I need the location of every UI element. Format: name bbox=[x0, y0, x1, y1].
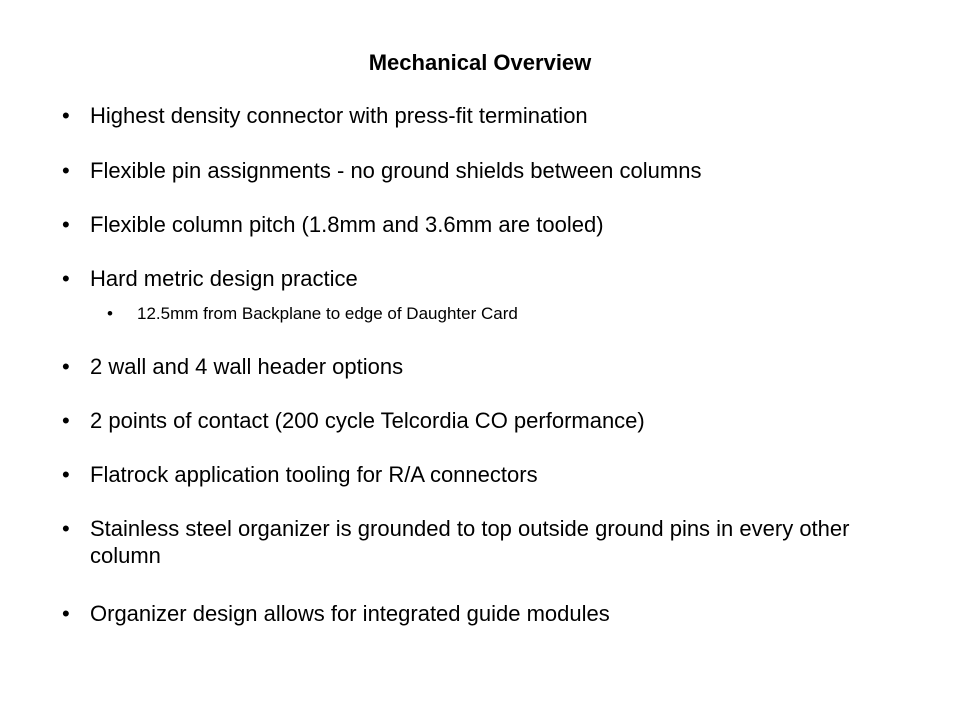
bullet-text: 2 wall and 4 wall header options bbox=[90, 354, 404, 379]
bullet-dot: • bbox=[62, 158, 70, 183]
bullet-dot: • bbox=[62, 408, 70, 433]
bullet-dot: • bbox=[62, 266, 70, 291]
bullet-item bbox=[62, 211, 882, 238]
slide-title: Mechanical Overview bbox=[368, 50, 592, 75]
bullet-dot: • bbox=[107, 304, 113, 323]
bullet-dot: • bbox=[62, 354, 70, 379]
bullet-item bbox=[62, 461, 882, 488]
sub-bullet-text: 12.5mm from Backplane to edge of Daughter Card bbox=[137, 304, 518, 323]
bullet-text: Organizer design allows for integrated guide modules bbox=[90, 601, 610, 626]
bullet-item bbox=[62, 600, 882, 627]
bullet-item bbox=[62, 353, 882, 380]
bullet-dot: • bbox=[62, 462, 70, 487]
bullet-dot: • bbox=[62, 601, 70, 626]
bullet-dot: • bbox=[62, 103, 70, 128]
bullet-item bbox=[62, 157, 882, 184]
bullet-item bbox=[62, 407, 882, 434]
bullet-text: Highest density connector with press-fit termination bbox=[90, 103, 588, 128]
bullet-item bbox=[62, 265, 882, 292]
bullet-text: Hard metric design practice bbox=[90, 266, 358, 291]
bullet-text: 2 points of contact (200 cycle Telcordia CO performance) bbox=[90, 408, 645, 433]
sub-bullet-item bbox=[107, 303, 867, 325]
bullet-item bbox=[62, 102, 882, 129]
bullet-text: Flatrock application tooling for R/A connectors bbox=[90, 462, 538, 487]
bullet-dot: • bbox=[62, 516, 70, 541]
bullet-item bbox=[62, 515, 882, 569]
bullet-text: Stainless steel organizer is grounded to top outside ground pins in every other column bbox=[90, 516, 850, 568]
bullet-text: Flexible column pitch (1.8mm and 3.6mm are tooled) bbox=[90, 212, 604, 237]
bullet-text: Flexible pin assignments - no ground shields between columns bbox=[90, 158, 702, 183]
bullet-dot: • bbox=[62, 212, 70, 237]
